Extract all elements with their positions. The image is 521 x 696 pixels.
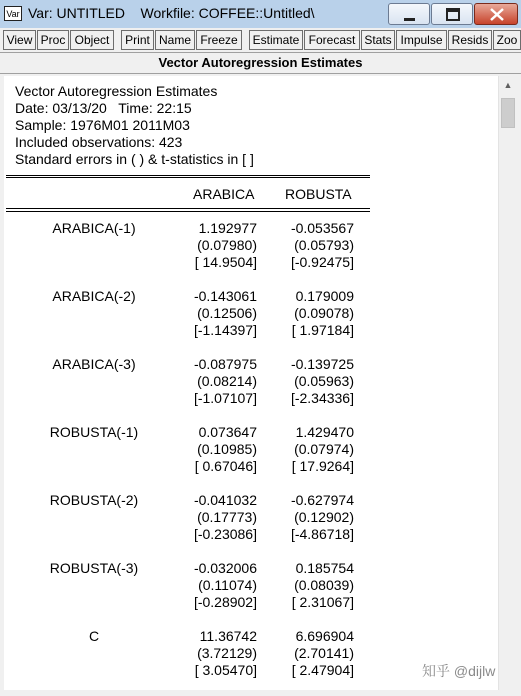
t-cell: [-4.86718]: [290, 526, 354, 542]
row-label: ARABICA(-2): [52, 288, 136, 304]
watermark: 知乎 @dijlw: [422, 663, 496, 679]
col-header-robusta: ROBUSTA: [285, 186, 352, 202]
t-cell: [ 3.05470]: [194, 662, 257, 678]
t-cell: [-1.07107]: [193, 390, 257, 406]
maximize-icon: [432, 4, 474, 26]
scroll-up-icon[interactable]: ▲: [503, 80, 513, 90]
t-cell: [ 17.9264]: [291, 458, 354, 474]
coef-cell: -0.032006: [193, 560, 257, 576]
col-header-arabica: ARABICA: [193, 186, 255, 202]
header-date: Date: 03/13/20 Time: 22:15: [15, 100, 192, 116]
coef-cell: 1.192977: [198, 220, 257, 236]
header-sample: Sample: 1976M01 2011M03: [15, 117, 190, 133]
row-label: ROBUSTA(-1): [49, 424, 139, 440]
t-cell: [-0.28902]: [193, 594, 257, 610]
output-banner: Vector Autoregression Estimates: [0, 53, 521, 74]
stats-button[interactable]: Stats: [361, 30, 395, 50]
coef-cell: -0.139725: [290, 356, 354, 372]
se-cell: (0.05963): [294, 373, 354, 389]
print-button[interactable]: Print: [121, 30, 154, 50]
se-cell: (0.17773): [197, 509, 257, 525]
coef-cell: -0.053567: [290, 220, 354, 236]
header-title: Vector Autoregression Estimates: [15, 83, 218, 99]
t-cell: [ 2.47904]: [291, 662, 354, 678]
t-cell: [ 0.67046]: [194, 458, 257, 474]
coef-cell: -0.041032: [193, 492, 257, 508]
maximize-button[interactable]: [431, 3, 473, 25]
header-observations: Included observations: 423: [15, 134, 183, 150]
object-button[interactable]: Object: [70, 30, 114, 50]
close-icon: [475, 4, 519, 26]
coef-cell: 0.073647: [198, 424, 257, 440]
coef-cell: -0.143061: [193, 288, 257, 304]
name-button[interactable]: Name: [155, 30, 195, 50]
resids-button[interactable]: Resids: [448, 30, 492, 50]
row-label: ARABICA(-3): [52, 356, 136, 372]
coef-cell: 11.36742: [199, 628, 257, 644]
coef-cell: 6.696904: [295, 628, 354, 644]
se-cell: (0.09078): [294, 305, 354, 321]
toolbar: [0, 28, 521, 53]
rule-mid: [6, 208, 370, 209]
t-cell: [-0.23086]: [193, 526, 257, 542]
rule-top: [6, 175, 370, 176]
vertical-scrollbar[interactable]: [498, 76, 517, 690]
se-cell: (0.12506): [197, 305, 257, 321]
rule-mid-double: [6, 211, 370, 212]
minimize-button[interactable]: [388, 3, 430, 25]
coef-cell: 0.185754: [295, 560, 354, 576]
scroll-thumb[interactable]: [501, 98, 515, 128]
row-label: C: [88, 628, 100, 644]
t-cell: [ 14.9504]: [194, 254, 257, 270]
close-button[interactable]: [474, 3, 518, 25]
view-button[interactable]: View: [3, 30, 36, 50]
se-cell: (0.08039): [294, 577, 354, 593]
forecast-button[interactable]: Forecast: [304, 30, 360, 50]
row-label: ARABICA(-1): [52, 220, 136, 236]
coef-cell: 0.179009: [295, 288, 354, 304]
zoom-button[interactable]: Zoo: [493, 30, 521, 50]
window-title: Var: UNTITLED Workfile: COFFEE::Untitled\: [28, 5, 315, 21]
se-cell: (0.07974): [294, 441, 354, 457]
se-cell: (0.07980): [197, 237, 257, 253]
var-app-icon[interactable]: Var: [4, 6, 22, 21]
se-cell: (2.70141): [294, 645, 354, 661]
coef-cell: -0.087975: [193, 356, 257, 372]
t-cell: [-1.14397]: [193, 322, 257, 338]
se-cell: (0.12902): [294, 509, 354, 525]
coef-cell: -0.627974: [290, 492, 354, 508]
se-cell: (0.08214): [197, 373, 257, 389]
output-area[interactable]: [4, 76, 498, 690]
se-cell: (0.10985): [197, 441, 257, 457]
se-cell: (0.11074): [198, 577, 257, 593]
t-cell: [ 1.97184]: [291, 322, 354, 338]
se-cell: (0.05793): [294, 237, 354, 253]
row-label: ROBUSTA(-2): [49, 492, 139, 508]
title-bar[interactable]: [0, 0, 521, 28]
row-label: ROBUSTA(-3): [49, 560, 139, 576]
impulse-button[interactable]: Impulse: [396, 30, 447, 50]
estimate-button[interactable]: Estimate: [249, 30, 303, 50]
minimize-icon: [389, 4, 431, 26]
t-cell: [-2.34336]: [290, 390, 354, 406]
header-note: Standard errors in ( ) & t-statistics in [ ]: [15, 151, 254, 167]
t-cell: [ 2.31067]: [291, 594, 354, 610]
t-cell: [-0.92475]: [290, 254, 354, 270]
rule-top-double: [6, 177, 370, 178]
se-cell: (3.72129): [197, 645, 257, 661]
coef-cell: 1.429470: [295, 424, 354, 440]
proc-button[interactable]: Proc: [37, 30, 69, 50]
freeze-button[interactable]: Freeze: [196, 30, 242, 50]
